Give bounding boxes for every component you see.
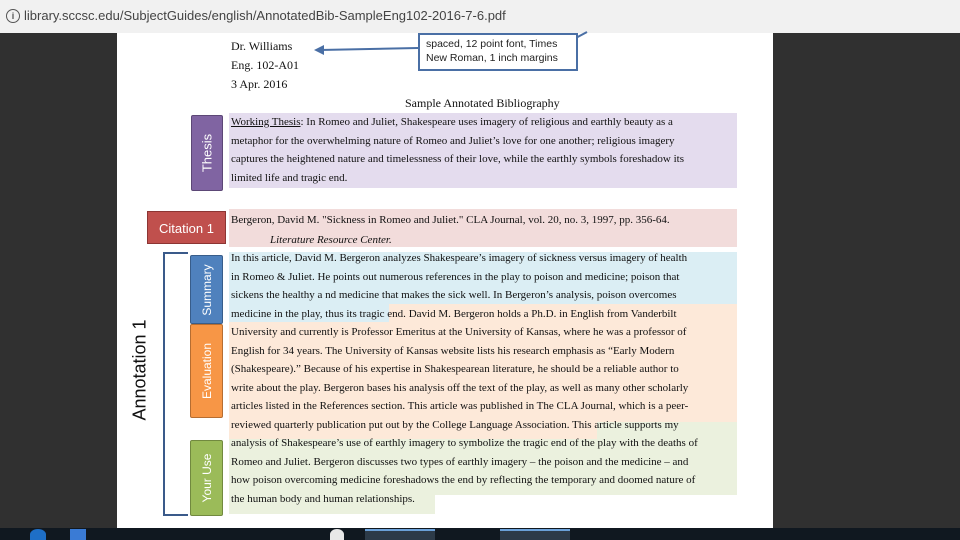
annotation-text [231,249,698,508]
taskbar-window-2[interactable] [500,529,570,540]
summary-evaluation-line: medicine in the play, thus its tragic end. David M. Bergeron holds a Ph.D. in English from Vanderbilt [231,307,677,320]
thesis-line-2: metaphor for the overwhelming nature of Romeo and Juliet’s love for one another; religious imagery [231,134,675,147]
thesis-line-4: limited life and tragic end. [231,171,348,184]
evaluation-line-3: English for 34 years. The University of Kansas website lists his research emphasis as “Early Modern [231,344,675,357]
evaluation-line-4: (Shakespeare).” Because of his expertise in Shakespearean literature, he should be a reliable author to [231,363,679,375]
document-title: Sample Annotated Bibliography [405,96,560,110]
thesis-tab: Thesis [191,115,223,191]
use-line-4: how poison overcoming medicine foreshadows the end by reflecting the temporary and doomed nature of [231,474,696,486]
evaluation-line-2: University and currently is Professor Emeritus at the University of Kansas, where he was a professor of [231,326,687,338]
taskbar [0,528,960,540]
thesis-line-1: Working Thesis: In Romeo and Juliet, Shakespeare uses imagery of religious and earthly beauty as a [231,116,673,128]
working-thesis-label: Working Thesis [231,116,301,128]
use-line-5: the human body and human relationships. [231,492,415,505]
info-icon[interactable]: i [6,9,20,23]
evaluation-tab: Evaluation [190,324,223,418]
thesis-line-3: captures the heightened nature and timelessness of their love, while the earthly symbols foreshadow its [231,153,685,165]
citation-line-2: Literature Resource Center. [270,234,392,246]
url-text[interactable]: library.sccsc.edu/SubjectGuides/english/AnnotatedBib-SampleEng102-2016-7-6.pdf [24,8,506,23]
address-bar[interactable] [0,0,960,34]
evaluation-line-5: write about the play. Bergeron bases his analysis off the text of the play, as well as many other scholarly [231,381,689,394]
taskbar-window-1[interactable] [365,529,435,540]
edge-icon[interactable] [30,529,46,540]
thesis-text [231,113,684,187]
evaluation-use-line: reviewed quarterly publication put out by the College Language Association. This article supports my [231,418,679,431]
annotation-label: Annotation 1 [129,319,150,421]
annotation-bracket [160,250,190,520]
evaluation-line-6: articles listed in the References section. This article was published in The CLA Journal, which is a peer- [231,400,689,412]
summary-line-3: sickens the healthy a nd medicine that makes the sick well. In Bergeron’s analysis, poison overcomes [231,289,677,301]
summary-line-1: In this article, David M. Bergeron analyzes Shakespeare’s imagery of sickness versus imagery of health [231,252,688,264]
use-line-3: Romeo and Juliet. Bergeron discusses two types of earthly imagery – the poison and the medicine – and [231,455,689,468]
callout-arrow [312,28,422,73]
chrome-icon[interactable] [330,529,344,540]
use-line-2: analysis of Shakespeare’s use of earthly imagery to symbolize the tragic end of the play with the deaths of [231,437,698,449]
header-course: Eng. 102-A01 [231,58,299,72]
clock-area[interactable] [930,529,954,540]
format-callout: spaced, 12 point font, Times New Roman, 1 inch margins [418,33,578,71]
header-instructor: Dr. Williams [231,39,293,53]
citation-line-1: Bergeron, David M. "Sickness in Romeo and Juliet." CLA Journal, vol. 20, no. 3, 1997, pp. 356-64. [231,214,670,226]
citation-tab: Citation 1 [147,211,226,244]
your-use-tab: Your Use [190,440,223,516]
header-date: 3 Apr. 2016 [231,77,288,91]
summary-line-2: in Romeo & Juliet. He points out numerous references in the play to poison and medicine; poison that [231,270,680,283]
summary-tab: Summary [190,255,223,324]
app-icon-1[interactable] [70,529,86,540]
